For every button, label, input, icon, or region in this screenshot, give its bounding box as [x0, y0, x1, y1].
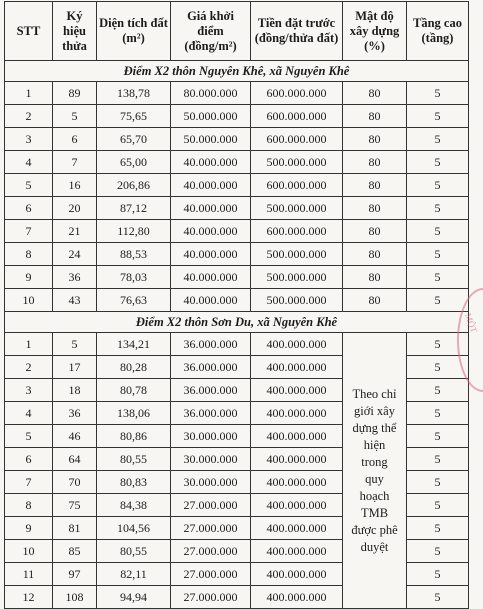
header-stt: STT	[5, 2, 53, 61]
cell-dien-tich: 80,28	[97, 356, 171, 379]
cell-dien-tich: 80,55	[97, 448, 171, 471]
cell-ky-hieu: 36	[53, 266, 97, 289]
cell-stt: 7	[5, 220, 53, 243]
section-row	[5, 312, 469, 333]
cell-stt: 8	[5, 243, 53, 266]
cell-tang-cao: 5	[407, 151, 469, 174]
table-row	[5, 197, 469, 220]
cell-mat-do: 80	[343, 289, 407, 312]
cell-gia-khoi-diem: 30.000.000	[171, 448, 251, 471]
header-gia-khoi-diem: Giá khởi điểm (đồng/m²)	[171, 2, 251, 61]
cell-tang-cao: 5	[407, 243, 469, 266]
cell-tien-dat-truoc: 500.000.000	[251, 151, 343, 174]
cell-stt: 11	[5, 563, 53, 586]
cell-stt: 2	[5, 105, 53, 128]
cell-dien-tich: 138,78	[97, 82, 171, 105]
table-row	[5, 105, 469, 128]
cell-tang-cao: 5	[407, 402, 469, 425]
cell-ky-hieu: 16	[53, 174, 97, 197]
cell-ky-hieu: 64	[53, 448, 97, 471]
cell-tang-cao: 5	[407, 563, 469, 586]
cell-ky-hieu: 6	[53, 128, 97, 151]
cell-tien-dat-truoc: 400.000.000	[251, 471, 343, 494]
cell-dien-tich: 80,83	[97, 471, 171, 494]
cell-ky-hieu: 36	[53, 402, 97, 425]
cell-stt: 3	[5, 128, 53, 151]
cell-gia-khoi-diem: 40.000.000	[171, 151, 251, 174]
section-title: Điểm X2 thôn Sơn Du, xã Nguyên Khê	[5, 312, 469, 333]
cell-tien-dat-truoc: 500.000.000	[251, 197, 343, 220]
cell-dien-tich: 76,63	[97, 289, 171, 312]
cell-ky-hieu: 97	[53, 563, 97, 586]
cell-tien-dat-truoc: 600.000.000	[251, 82, 343, 105]
cell-tien-dat-truoc: 600.000.000	[251, 128, 343, 151]
cell-gia-khoi-diem: 27.000.000	[171, 540, 251, 563]
cell-stt: 4	[5, 151, 53, 174]
cell-gia-khoi-diem: 40.000.000	[171, 197, 251, 220]
cell-ky-hieu: 7	[53, 151, 97, 174]
cell-mat-do-note: Theo chỉ giới xây dựng thể hiện trong quy hoạch TMB được phê duyệt	[343, 333, 407, 609]
cell-ky-hieu: 85	[53, 540, 97, 563]
cell-ky-hieu: 108	[53, 586, 97, 609]
cell-tang-cao: 5	[407, 379, 469, 402]
cell-mat-do: 80	[343, 128, 407, 151]
stamp-lettering: MỘT	[462, 311, 480, 335]
cell-tang-cao: 5	[407, 448, 469, 471]
cell-tien-dat-truoc: 400.000.000	[251, 333, 343, 356]
table-row	[5, 174, 469, 197]
cell-dien-tich: 88,53	[97, 243, 171, 266]
cell-ky-hieu: 75	[53, 494, 97, 517]
cell-gia-khoi-diem: 27.000.000	[171, 494, 251, 517]
cell-dien-tich: 134,21	[97, 333, 171, 356]
cell-stt: 10	[5, 289, 53, 312]
cell-ky-hieu: 5	[53, 333, 97, 356]
cell-ky-hieu: 21	[53, 220, 97, 243]
cell-gia-khoi-diem: 36.000.000	[171, 402, 251, 425]
cell-dien-tich: 78,03	[97, 266, 171, 289]
cell-dien-tich: 82,11	[97, 563, 171, 586]
cell-mat-do: 80	[343, 266, 407, 289]
cell-gia-khoi-diem: 40.000.000	[171, 220, 251, 243]
cell-tang-cao: 5	[407, 517, 469, 540]
header-tien-dat-truoc: Tiền đặt trước (đồng/thửa đất)	[251, 2, 343, 61]
cell-dien-tich: 80,86	[97, 425, 171, 448]
cell-gia-khoi-diem: 36.000.000	[171, 379, 251, 402]
cell-tien-dat-truoc: 400.000.000	[251, 425, 343, 448]
cell-tien-dat-truoc: 400.000.000	[251, 402, 343, 425]
header-dien-tich: Diện tích đất (m²)	[97, 2, 171, 61]
cell-dien-tich: 75,65	[97, 105, 171, 128]
cell-ky-hieu: 70	[53, 471, 97, 494]
land-lot-table	[4, 1, 469, 609]
table-row	[5, 128, 469, 151]
cell-ky-hieu: 5	[53, 105, 97, 128]
cell-stt: 8	[5, 494, 53, 517]
cell-mat-do: 80	[343, 105, 407, 128]
cell-dien-tich: 87,12	[97, 197, 171, 220]
cell-ky-hieu: 20	[53, 197, 97, 220]
cell-tang-cao: 5	[407, 586, 469, 609]
cell-tang-cao: 5	[407, 540, 469, 563]
cell-stt: 1	[5, 82, 53, 105]
cell-tang-cao: 5	[407, 220, 469, 243]
cell-dien-tich: 104,56	[97, 517, 171, 540]
cell-tang-cao: 5	[407, 494, 469, 517]
cell-tien-dat-truoc: 600.000.000	[251, 105, 343, 128]
cell-stt: 7	[5, 471, 53, 494]
cell-dien-tich: 65,00	[97, 151, 171, 174]
cell-gia-khoi-diem: 40.000.000	[171, 266, 251, 289]
cell-gia-khoi-diem: 40.000.000	[171, 289, 251, 312]
cell-tien-dat-truoc: 600.000.000	[251, 220, 343, 243]
cell-tien-dat-truoc: 500.000.000	[251, 289, 343, 312]
cell-stt: 6	[5, 197, 53, 220]
cell-tien-dat-truoc: 400.000.000	[251, 563, 343, 586]
cell-tang-cao: 5	[407, 471, 469, 494]
cell-stt: 9	[5, 266, 53, 289]
cell-dien-tich: 80,78	[97, 379, 171, 402]
table-body	[5, 61, 469, 609]
cell-tang-cao: 5	[407, 197, 469, 220]
cell-tang-cao: 5	[407, 105, 469, 128]
cell-mat-do: 80	[343, 174, 407, 197]
cell-dien-tich: 138,06	[97, 402, 171, 425]
cell-tien-dat-truoc: 400.000.000	[251, 379, 343, 402]
cell-stt: 10	[5, 540, 53, 563]
cell-ky-hieu: 81	[53, 517, 97, 540]
cell-gia-khoi-diem: 50.000.000	[171, 128, 251, 151]
cell-stt: 5	[5, 425, 53, 448]
table-row	[5, 82, 469, 105]
cell-mat-do: 80	[343, 197, 407, 220]
cell-dien-tich: 206,86	[97, 174, 171, 197]
cell-gia-khoi-diem: 40.000.000	[171, 243, 251, 266]
cell-tien-dat-truoc: 600.000.000	[251, 174, 343, 197]
cell-stt: 2	[5, 356, 53, 379]
cell-ky-hieu: 18	[53, 379, 97, 402]
cell-ky-hieu: 46	[53, 425, 97, 448]
cell-tien-dat-truoc: 500.000.000	[251, 266, 343, 289]
cell-stt: 9	[5, 517, 53, 540]
cell-mat-do: 80	[343, 243, 407, 266]
cell-gia-khoi-diem: 50.000.000	[171, 105, 251, 128]
cell-tien-dat-truoc: 500.000.000	[251, 243, 343, 266]
cell-mat-do: 80	[343, 220, 407, 243]
cell-stt: 5	[5, 174, 53, 197]
table-row	[5, 151, 469, 174]
cell-ky-hieu: 89	[53, 82, 97, 105]
table-row	[5, 220, 469, 243]
cell-tang-cao: 5	[407, 356, 469, 379]
section-title: Điểm X2 thôn Nguyên Khê, xã Nguyên Khê	[5, 61, 469, 82]
header-mat-do: Mật độ xây dựng (%)	[343, 2, 407, 61]
cell-gia-khoi-diem: 36.000.000	[171, 333, 251, 356]
table-row	[5, 333, 469, 356]
table-row	[5, 243, 469, 266]
cell-gia-khoi-diem: 30.000.000	[171, 471, 251, 494]
cell-mat-do: 80	[343, 82, 407, 105]
cell-stt: 4	[5, 402, 53, 425]
cell-tang-cao: 5	[407, 174, 469, 197]
table-row	[5, 289, 469, 312]
cell-stt: 12	[5, 586, 53, 609]
cell-ky-hieu: 24	[53, 243, 97, 266]
cell-stt: 1	[5, 333, 53, 356]
cell-tang-cao: 5	[407, 266, 469, 289]
cell-tien-dat-truoc: 400.000.000	[251, 448, 343, 471]
cell-tien-dat-truoc: 400.000.000	[251, 586, 343, 609]
header-row	[5, 2, 469, 61]
cell-gia-khoi-diem: 27.000.000	[171, 586, 251, 609]
cell-stt: 3	[5, 379, 53, 402]
cell-tang-cao: 5	[407, 128, 469, 151]
cell-gia-khoi-diem: 40.000.000	[171, 174, 251, 197]
cell-tang-cao: 5	[407, 333, 469, 356]
cell-gia-khoi-diem: 30.000.000	[171, 425, 251, 448]
cell-gia-khoi-diem: 36.000.000	[171, 356, 251, 379]
cell-tien-dat-truoc: 400.000.000	[251, 494, 343, 517]
cell-dien-tich: 65,70	[97, 128, 171, 151]
cell-mat-do: 80	[343, 151, 407, 174]
header-ky-hieu: Ký hiệu thửa	[53, 2, 97, 61]
cell-tien-dat-truoc: 400.000.000	[251, 517, 343, 540]
cell-stt: 6	[5, 448, 53, 471]
cell-tang-cao: 5	[407, 289, 469, 312]
cell-tien-dat-truoc: 400.000.000	[251, 540, 343, 563]
cell-gia-khoi-diem: 80.000.000	[171, 82, 251, 105]
cell-tang-cao: 5	[407, 82, 469, 105]
cell-dien-tich: 80,55	[97, 540, 171, 563]
section-row	[5, 61, 469, 82]
cell-dien-tich: 112,80	[97, 220, 171, 243]
cell-gia-khoi-diem: 27.000.000	[171, 517, 251, 540]
cell-tang-cao: 5	[407, 425, 469, 448]
cell-ky-hieu: 17	[53, 356, 97, 379]
table-row	[5, 266, 469, 289]
cell-dien-tich: 84,38	[97, 494, 171, 517]
cell-ky-hieu: 43	[53, 289, 97, 312]
header-tang-cao: Tầng cao (tầng)	[407, 2, 469, 61]
cell-dien-tich: 94,94	[97, 586, 171, 609]
cell-gia-khoi-diem: 27.000.000	[171, 563, 251, 586]
cell-tien-dat-truoc: 400.000.000	[251, 356, 343, 379]
